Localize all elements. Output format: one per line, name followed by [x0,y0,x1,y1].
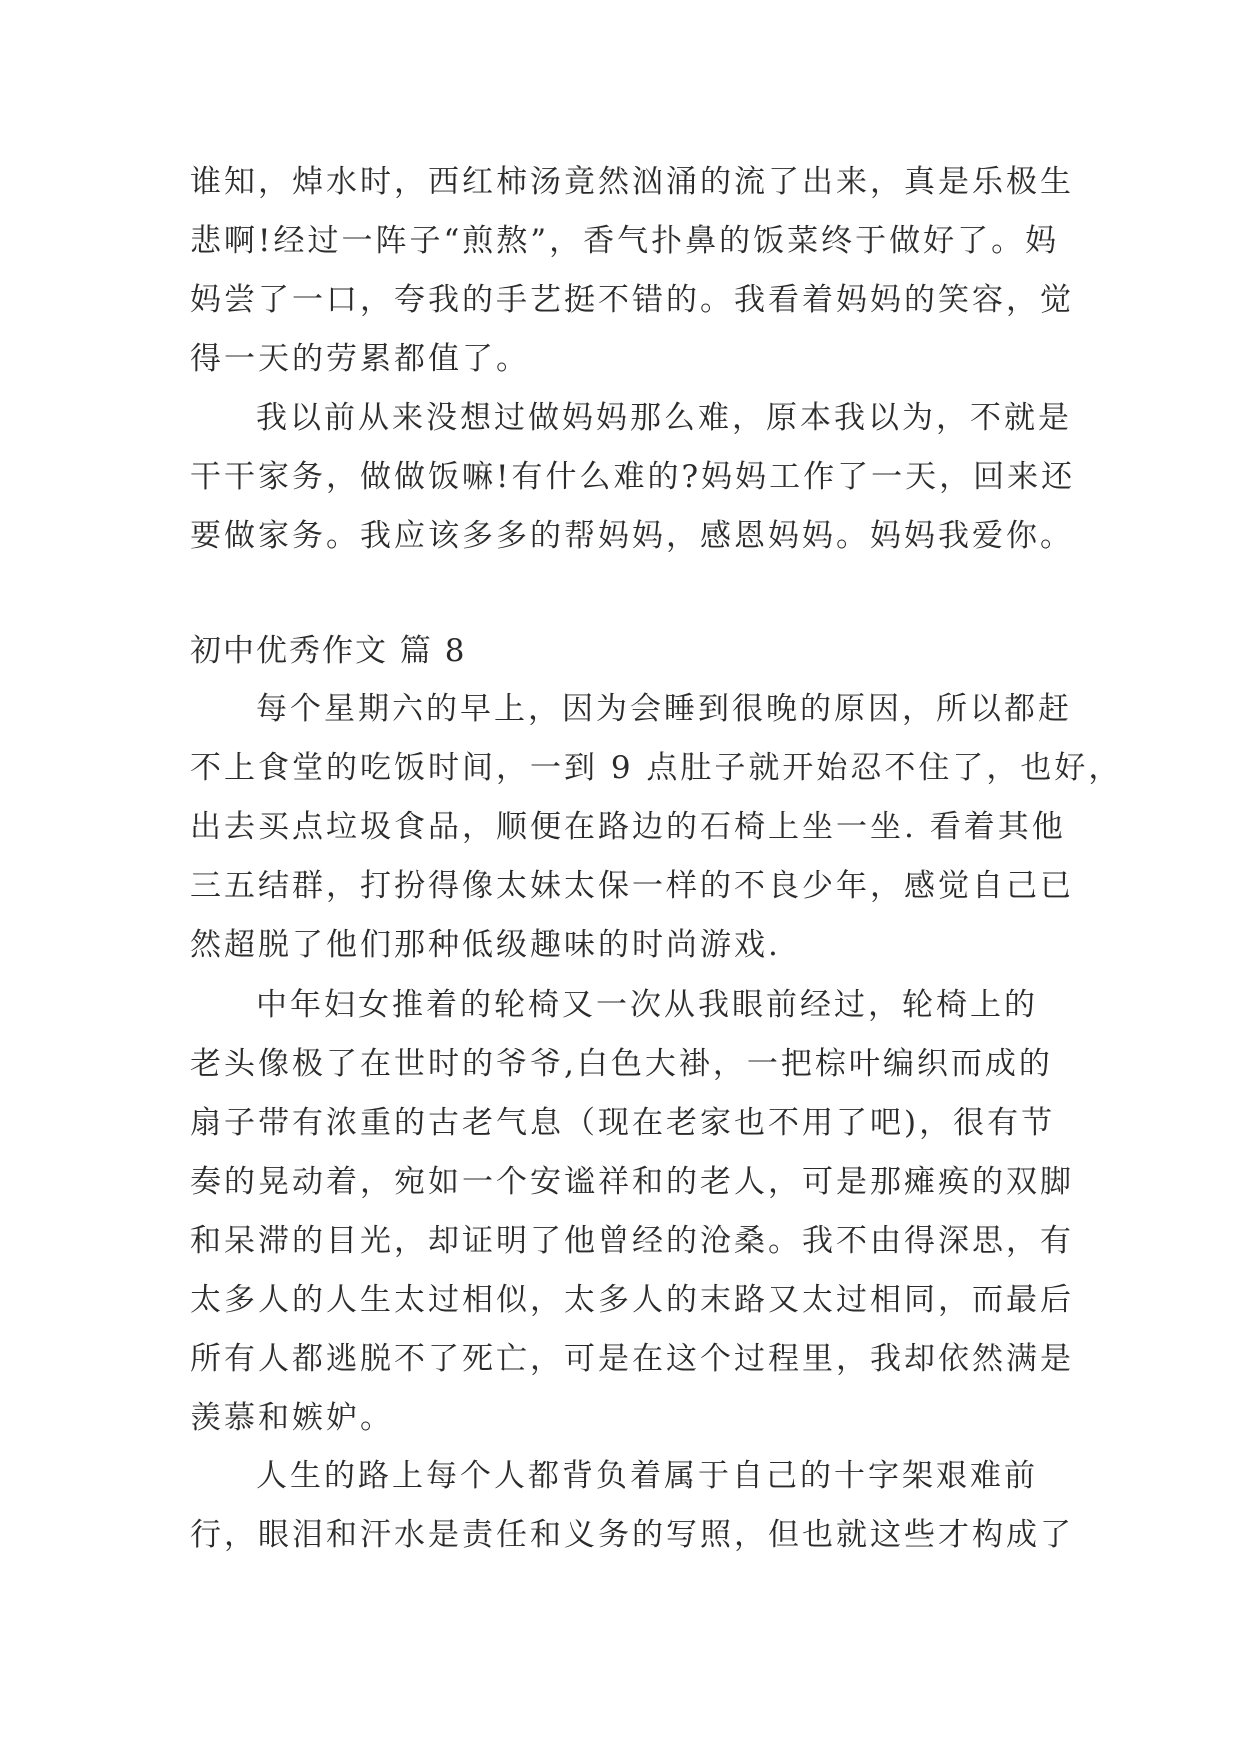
section-heading: 初中优秀作文 篇 8 [190,633,467,669]
paragraph-line: 扇子带有浓重的古老气息（现在老家也不用了吧)，很有节 [190,1105,1056,1141]
paragraph-continued [190,153,1074,389]
paragraph-3 [190,680,1123,975]
paragraph-line: 每个星期六的早上，因为会睡到很晚的原因，所以都赶 [256,691,1072,727]
paragraph-line: 所有人都逃脱不了死亡，可是在这个过程里，我却依然满是 [190,1341,1074,1377]
paragraph-line: 太多人的人生太过相似，太多人的末路又太过相同，而最后 [190,1282,1074,1318]
paragraph-4 [190,976,1074,1448]
paragraph-line: 出去买点垃圾食品，顺便在路边的石椅上坐一坐. 看着其他 [190,809,1066,845]
paragraph-line: 要做家务。我应该多多的帮妈妈，感恩妈妈。妈妈我爱你。 [190,518,1074,554]
paragraph-line: 老头像极了在世时的爷爷,白色大褂，一把棕叶编织而成的 [190,1046,1053,1082]
paragraph-2 [190,389,1076,566]
paragraph-line: 不上食堂的吃饭时间，一到 9 点肚子就开始忍不住了，也好， [190,750,1123,786]
paragraph-line: 然超脱了他们那种低级趣味的时尚游戏. [190,927,781,963]
paragraph-line: 人生的路上每个人都背负着属于自己的十字架艰难前 [256,1458,1038,1494]
paragraph-line: 干干家务，做做饭嘛!有什么难的?妈妈工作了一天，回来还 [190,459,1076,495]
paragraph-line: 得一天的劳累都值了。 [190,341,530,377]
paragraph-line: 妈尝了一口，夸我的手艺挺不错的。我看着妈妈的笑容，觉 [190,282,1074,318]
paragraph-line: 我以前从来没想过做妈妈那么难，原本我以为，不就是 [256,400,1072,436]
paragraph-5 [190,1447,1074,1565]
paragraph-line: 中年妇女推着的轮椅又一次从我眼前经过，轮椅上的 [256,987,1038,1023]
paragraph-line: 悲啊!经过一阵子“煎熬”，香气扑鼻的饭菜终于做好了。妈 [190,223,1060,259]
paragraph-line: 奏的晃动着，宛如一个安谧祥和的老人，可是那瘫痪的双脚 [190,1164,1074,1200]
paragraph-line: 羡慕和嫉妒。 [190,1400,394,1436]
paragraph-line: 三五结群，打扮得像太妹太保一样的不良少年，感觉自己已 [190,868,1074,904]
paragraph-line: 行，眼泪和汗水是责任和义务的写照，但也就这些才构成了 [190,1517,1074,1553]
paragraph-line: 谁知，焯水时，西红柿汤竟然汹涌的流了出来，真是乐极生 [190,164,1074,200]
paragraph-line: 和呆滞的目光，却证明了他曾经的沧桑。我不由得深思，有 [190,1223,1074,1259]
